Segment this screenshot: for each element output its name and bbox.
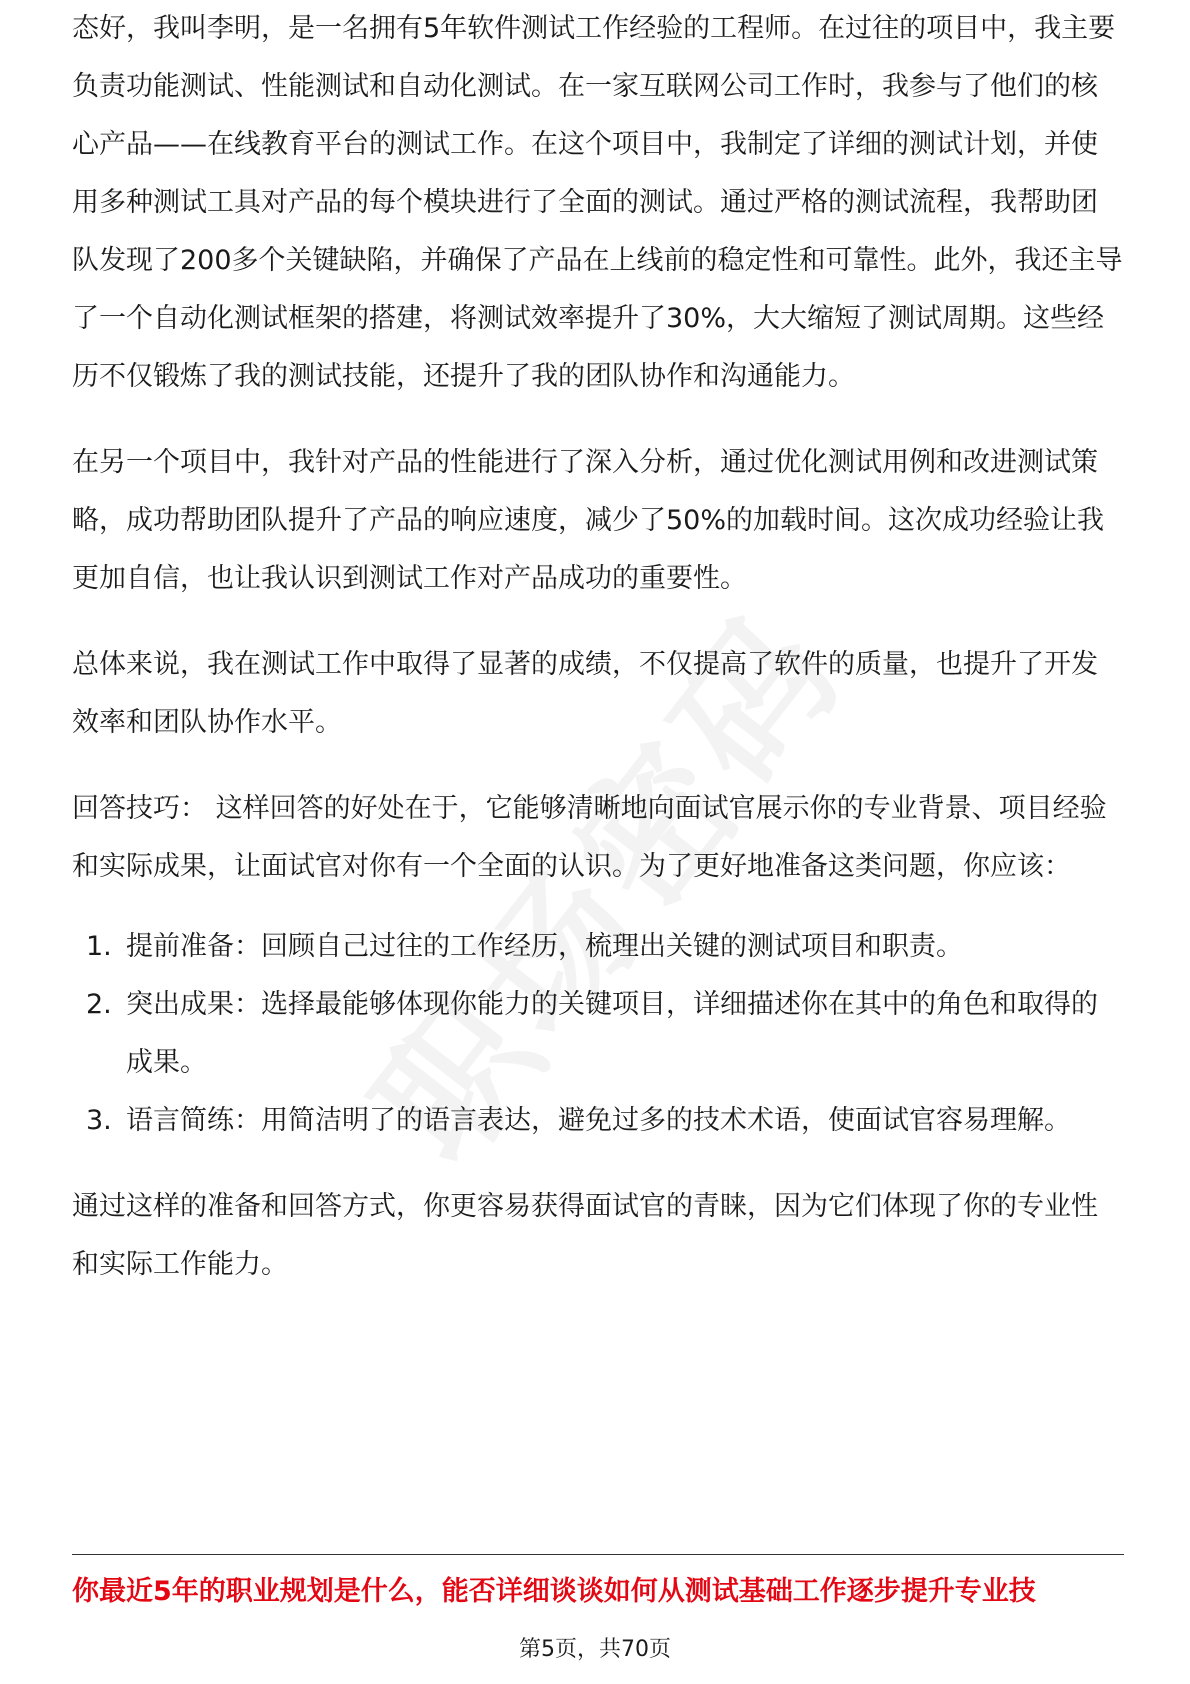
answer-body [72, 0, 1124, 1294]
list-text: 突出成果：选择最能够体现你能力的关键项目，详细描述你在其中的角色和取得的成果。 [126, 989, 1098, 1078]
next-question-heading: 你最近5年的职业规划是什么，能否详细谈谈如何从测试基础工作逐步提升专业技 [72, 1576, 1036, 1607]
list-item [72, 1092, 1124, 1150]
tip-list [72, 918, 1124, 1150]
answer-tip: 回答技巧： 这样回答的好处在于，它能够清晰地向面试官展示你的专业背景、项目经验和实际成果，让面试官对你有一个全面的认识。为了更好地准备这类问题，你应该： [72, 793, 1107, 882]
section-divider [72, 1554, 1124, 1555]
list-number: 2. [86, 989, 112, 1020]
answer-paragraph-1: 态好，我叫李明，是一名拥有5年软件测试工作经验的工程师。在过往的项目中，我主要负责功能测试、性能测试和自动化测试。在一家互联网公司工作时，我参与了他们的核心产品——在线教育平台的测试工作。在这个项目中，我制定了详细的测试计划，并使用多种测试工具对产品的每个模块进行了全面的测试。通过严格的测试流程，我帮助团队发现了200多个关键缺陷，并确保了产品在上线前的稳定性和可靠性。此外，我还主导了一个自动化测试框架的搭建，将测试效率提升了30%，大大缩短了测试周期。这些经历不仅锻炼了我的测试技能，还提升了我的团队协作和沟通能力。 [72, 13, 1123, 392]
answer-paragraph-3: 总体来说，我在测试工作中取得了显著的成绩，不仅提高了软件的质量，也提升了开发效率和团队协作水平。 [72, 649, 1098, 738]
list-number: 3. [86, 1105, 112, 1136]
list-item [72, 918, 1124, 976]
list-text: 提前准备：回顾自己过往的工作经历，梳理出关键的测试项目和职责。 [126, 931, 963, 962]
page-footer: 第5页，共70页 [519, 1637, 671, 1662]
list-number: 1. [86, 931, 112, 962]
closing-paragraph: 通过这样的准备和回答方式，你更容易获得面试官的青睐，因为它们体现了你的专业性和实际工作能力。 [72, 1191, 1098, 1280]
answer-paragraph-2: 在另一个项目中，我针对产品的性能进行了深入分析，通过优化测试用例和改进测试策略，成功帮助团队提升了产品的响应速度，减少了50%的加载时间。这次成功经验让我更加自信，也让我认识到测试工作对产品成功的重要性。 [72, 447, 1105, 594]
list-text: 语言简练：用简洁明了的语言表达，避免过多的技术术语，使面试官容易理解。 [126, 1105, 1071, 1136]
list-item [72, 976, 1124, 1092]
